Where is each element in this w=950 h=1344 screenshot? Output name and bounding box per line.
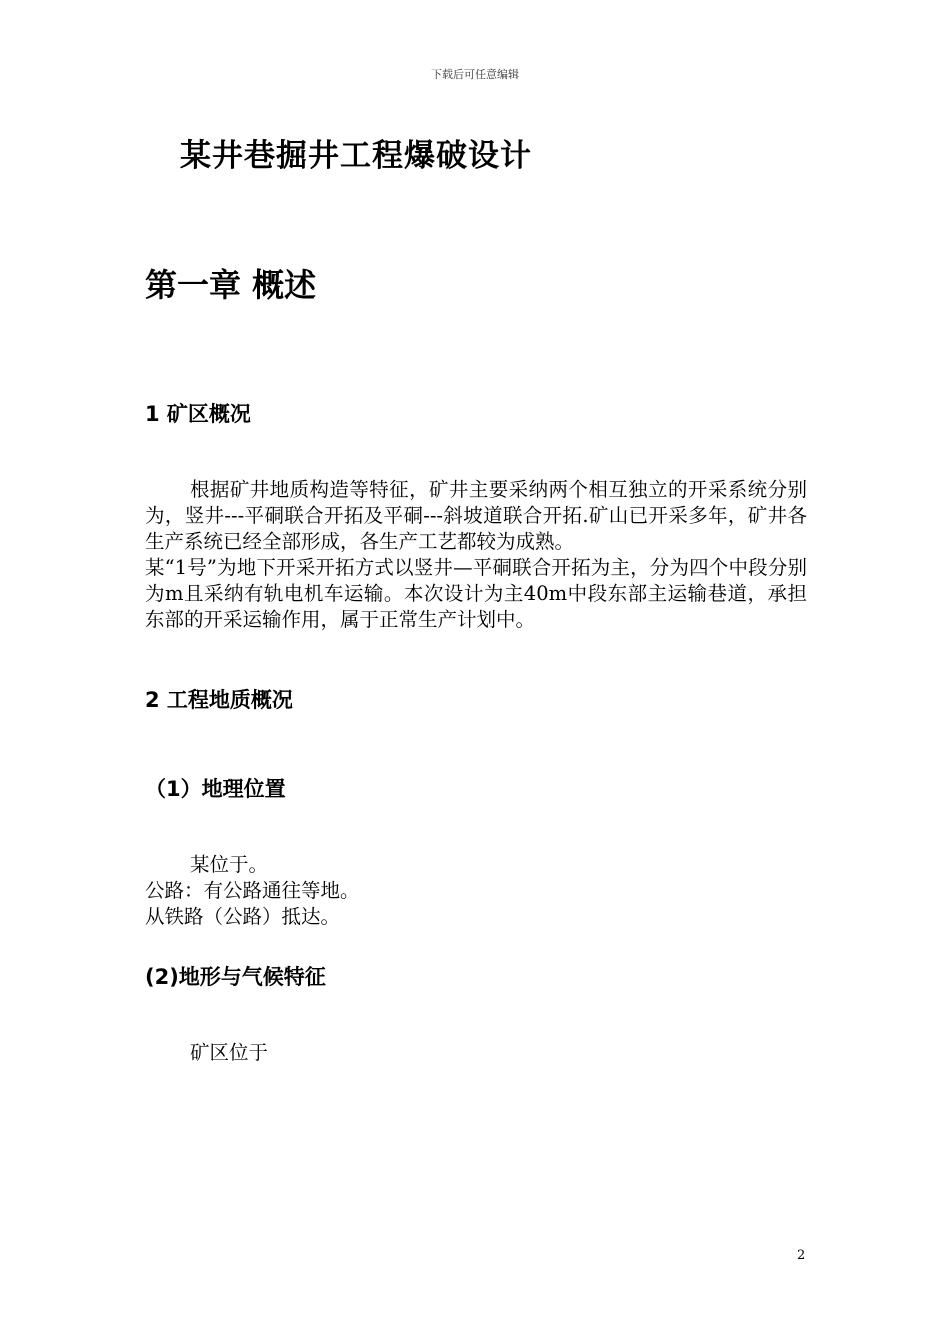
paragraph: 某“1号”为地下开采开拓方式以竖井—平硐联合开拓为主，分为四个中段分别为m且采纳有轨电机车运输。本次设计为主40m中段东部主运输巷道，承担东部的开采运输作用，属于正常生产计划中。	[145, 556, 807, 631]
document-title: 某井巷掘井工程爆破设计	[180, 138, 532, 174]
text-line: 公路：有公路通往等地。	[145, 879, 360, 902]
header-note: 下载后可任意编辑	[431, 68, 519, 81]
page-number: 2	[797, 1248, 806, 1263]
section-mining-area-body	[145, 477, 807, 633]
chapter-title: 第一章 概述	[145, 266, 317, 304]
text-line: 矿区位于	[190, 1041, 269, 1064]
subsection-terrain-body	[145, 1040, 807, 1066]
paragraph: 根据矿井地质构造等特征，矿井主要采纳两个相互独立的开采系统分别为，竖井---平硐联合开拓及平硐---斜坡道联合开拓.矿山已开采多年，矿井各生产系统已经全部形成，各生产工艺都较为成熟。	[145, 478, 807, 553]
subsection-location-body	[145, 852, 807, 930]
subsection-heading-terrain-climate: (2)地形与气候特征	[145, 965, 326, 989]
text-line: 从铁路（公路）抵达。	[145, 905, 341, 928]
section-heading-mining-area: 1 矿区概况	[145, 402, 251, 426]
section-heading-geology: 2 工程地质概况	[145, 688, 293, 712]
text-line: 某位于。	[190, 853, 269, 876]
subsection-heading-location: （1）地理位置	[145, 777, 286, 801]
